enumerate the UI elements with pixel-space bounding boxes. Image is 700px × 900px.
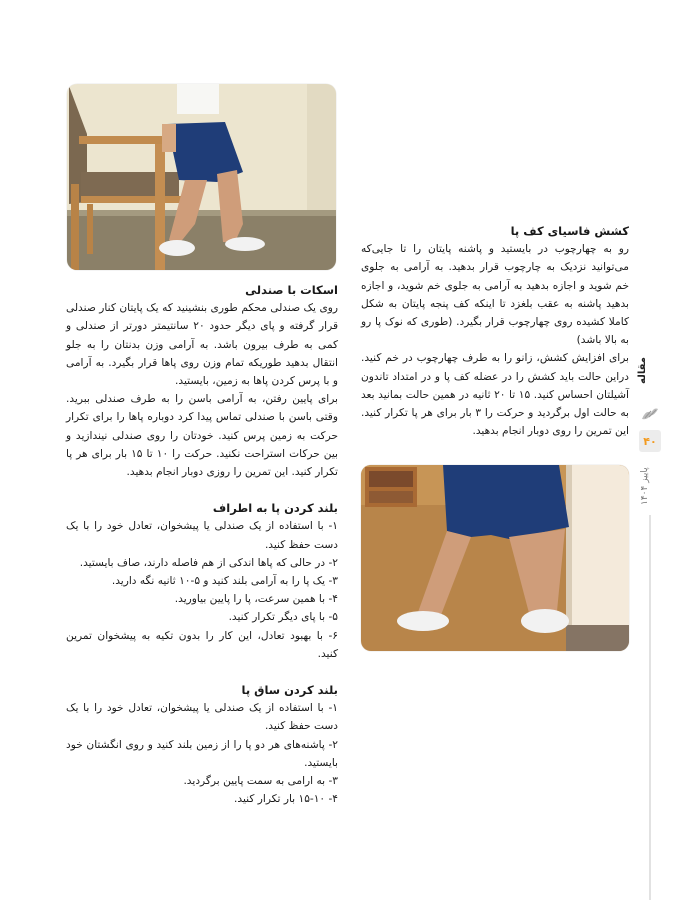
section-title: بلند کردن ساق پا [241, 683, 338, 698]
step-item: ۱- با استفاده از یک صندلی یا پیشخوان، تعادل خود را با یک دست حفظ کنید. [66, 520, 338, 551]
calf-stretch-photo [361, 465, 629, 651]
chair-squat-illustration [67, 84, 336, 270]
step-item: ۴- ۱۵-۱۰ بار تکرار کنید. [234, 793, 338, 806]
step-item: ۶- با بهبود تعادل، این کار را بدون تکیه به پیشخوان تمرین کنید. [66, 629, 338, 660]
section-title: کشش فاسیای کف پا [510, 224, 629, 238]
section-paragraph: برای افزایش کشش، زانو را به طرف چهارچوب در خم کنید. دراین حالت باید کشش را در عضله کف پا و در امتداد تاندون آشیلتان احساس کنید. ۱۵ تا ۲۰ ثانیه در همین حالت بمانید بعد به حالت اول برگردید و حرکت را ۳ بار برای هر پا تکرار کنید. این تمرین را روی دوبار انجام بدهید. [361, 352, 629, 438]
step-item: ۳- به ارامی به سمت پایین برگردید. [183, 775, 338, 788]
step-item: ۴- با همین سرعت، پا را پایین بیاورید. [174, 593, 338, 606]
calf-stretch-illustration [361, 465, 629, 651]
section-label: مقاله [637, 357, 648, 385]
side-leg-raise-section [66, 499, 338, 663]
section-paragraph: برای پایین رفتن، به آرامی باسن را به طرف صندلی ببرید. وقتی باسن با صندلی تماس پیدا کرد دوباره پاها را برای تکرار حرکت به زمین پرس کنید. خودتان را روی صندلی نیندازید و بین حرکات استراحت نکنید. حرکت را ۱۰ تا ۱۵ بار برای هر پا تکرار کنید. این تمرین را روزی دوبار انجام بدهید. [66, 393, 338, 479]
section-paragraph: روی یک صندلی محکم طوری بنشینید که یک پایتان کنار صندلی قرار گرفته و پای دیگر حدود ۲۰ سانتیمتر دورتر از صندلی و کمی به طرف بیرون باشد. به آرامی وزن بدنتان را به جلو انتقال بدهید طوریکه تمام وزن روی پاها قرار بگیرد. به آرامی و با پرس کردن پاها به زمین، بایستید. [66, 302, 339, 388]
step-item: ۵- با پای دیگر تکرار کنید. [228, 611, 338, 624]
page-number: ۴۰ [639, 430, 661, 452]
step-item: ۱- با استفاده از یک صندلی یا پیشخوان، تعادل خود را با یک دست حفظ کنید. [66, 702, 338, 733]
section-paragraph: رو به چهارچوب در بایستید و پاشنه پایتان را تا جایی‌که می‌توانید نزدیک به چارچوب قرار بدهید. به آرامی به جلوی خم شوید و اجازه بدهید به آرامی به جلوی خم شوید، و اجازه بدهید پاشنه به عقب بلغزد تا اینکه کف پنجه پایتان به شکل کاملا کشیده روی چهارچوب قرار بگیرد. (طوری که نوک پا رو به بالا باشد) [361, 243, 629, 347]
left-column [66, 281, 338, 808]
section-title: اسکات با صندلی [245, 283, 338, 297]
plantar-fascia-section [361, 222, 629, 440]
section-title: بلند کردن پا به اطراف [212, 501, 338, 516]
step-item: ۲- پاشنه‌های هر دو پا را از زمین بلند کنید و روی انگشتان خود بایستید. [66, 738, 338, 769]
issue-date: پاییز ۱۴۰۴ [640, 467, 650, 505]
magazine-logo-icon [639, 403, 661, 423]
calf-raise-section [66, 681, 338, 808]
chair-squat-section [66, 281, 338, 481]
sidebar-divider [649, 515, 651, 900]
step-item: ۲- در حالی که پاها اندکی از هم فاصله دارند، صاف بایستید. [79, 556, 338, 569]
chair-squat-photo [67, 84, 336, 270]
step-item: ۳- یک پا را به آرامی بلند کنید و ۵-۱۰ ثانیه نگه دارید. [111, 575, 338, 588]
